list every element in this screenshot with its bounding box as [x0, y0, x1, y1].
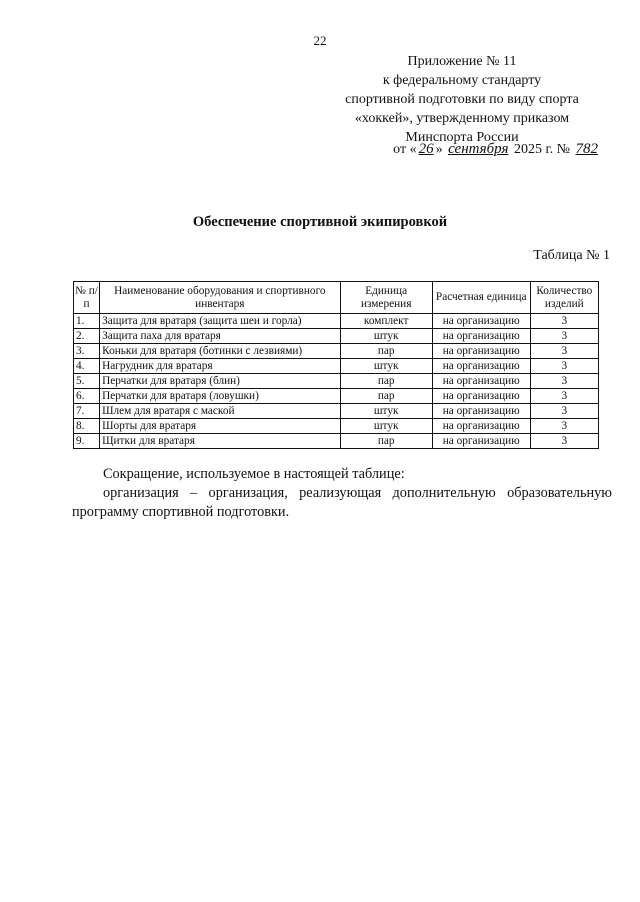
cell-name: Защита для вратаря (защита шеи и горла) — [100, 314, 340, 329]
cell-num: 2. — [74, 329, 100, 344]
table-row — [74, 329, 599, 344]
table-row — [74, 359, 599, 374]
cell-unit: пар — [340, 389, 432, 404]
table-row — [74, 314, 599, 329]
cell-qty: 3 — [530, 404, 598, 419]
cell-unit: штук — [340, 404, 432, 419]
table-header-row — [74, 282, 599, 314]
cell-calc: на организацию — [432, 389, 530, 404]
cell-calc: на организацию — [432, 419, 530, 434]
cell-calc: на организацию — [432, 374, 530, 389]
cell-calc: на организацию — [432, 344, 530, 359]
cell-calc: на организацию — [432, 359, 530, 374]
cell-unit: пар — [340, 344, 432, 359]
cell-calc: на организацию — [432, 329, 530, 344]
cell-unit: штук — [340, 359, 432, 374]
note-line-1: Сокращение, используемое в настоящей таблице: — [103, 466, 405, 482]
cell-num: 8. — [74, 419, 100, 434]
page-number: 22 — [313, 33, 327, 48]
cell-num: 1. — [74, 314, 100, 329]
cell-qty: 3 — [530, 344, 598, 359]
cell-qty: 3 — [530, 314, 598, 329]
annex-line: «хоккей», утвержденному приказом — [354, 111, 570, 126]
table-row — [74, 344, 599, 359]
cell-name: Нагрудник для вратаря — [100, 359, 340, 374]
cell-num: 5. — [74, 374, 100, 389]
cell-name: Защита паха для вратаря — [100, 329, 340, 344]
header-num: № п/п — [74, 282, 100, 314]
header-qty: Количество изделий — [530, 282, 598, 314]
cell-calc: на организацию — [432, 404, 530, 419]
cell-unit: штук — [340, 329, 432, 344]
annex-header — [312, 52, 612, 147]
handwritten-day: 26 — [418, 141, 434, 157]
date-mid: » — [435, 142, 443, 157]
abbreviation-note — [72, 465, 612, 522]
handwritten-order-number: 782 — [575, 141, 598, 157]
year-part: 2025 г. № — [513, 142, 570, 157]
cell-qty: 3 — [530, 359, 598, 374]
date-prefix: от « — [393, 142, 417, 157]
annex-line: к федеральному стандарту — [382, 73, 542, 88]
table-row — [74, 374, 599, 389]
cell-qty: 3 — [530, 329, 598, 344]
table-caption: Таблица № 1 — [533, 248, 610, 263]
cell-name: Щитки для вратаря — [100, 434, 340, 449]
equipment-table — [73, 281, 599, 449]
cell-qty: 3 — [530, 389, 598, 404]
header-calc: Расчетная единица — [432, 282, 530, 314]
table-row — [74, 419, 599, 434]
cell-name: Перчатки для вратаря (блин) — [100, 374, 340, 389]
handwritten-month: сентября — [448, 141, 509, 157]
cell-name: Шорты для вратаря — [100, 419, 340, 434]
cell-unit: комплект — [340, 314, 432, 329]
cell-num: 6. — [74, 389, 100, 404]
cell-calc: на организацию — [432, 434, 530, 449]
cell-num: 3. — [74, 344, 100, 359]
header-unit: Единица измерения — [340, 282, 432, 314]
cell-qty: 3 — [530, 374, 598, 389]
cell-name: Коньки для вратаря (ботинки с лезвиями) — [100, 344, 340, 359]
cell-unit: штук — [340, 419, 432, 434]
document-title: Обеспечение спортивной экипировкой — [192, 214, 448, 230]
cell-qty: 3 — [530, 419, 598, 434]
note-line-2: организация – организация, реализующая дополнительную образовательную программу спортивной подготовки. — [72, 485, 612, 520]
cell-num: 9. — [74, 434, 100, 449]
cell-qty: 3 — [530, 434, 598, 449]
table-row — [74, 434, 599, 449]
header-name: Наименование оборудования и спортивного инвентаря — [100, 282, 340, 314]
cell-num: 4. — [74, 359, 100, 374]
table-row — [74, 404, 599, 419]
cell-name: Перчатки для вратаря (ловушки) — [100, 389, 340, 404]
annex-line: спортивной подготовки по виду спорта — [345, 92, 579, 107]
table-row — [74, 389, 599, 404]
cell-unit: пар — [340, 374, 432, 389]
cell-calc: на организацию — [432, 314, 530, 329]
cell-num: 7. — [74, 404, 100, 419]
order-date-line — [393, 141, 600, 158]
cell-unit: пар — [340, 434, 432, 449]
annex-line: Минспорта России — [405, 130, 519, 145]
cell-name: Шлем для вратаря с маской — [100, 404, 340, 419]
annex-line: Приложение № 11 — [407, 54, 517, 69]
